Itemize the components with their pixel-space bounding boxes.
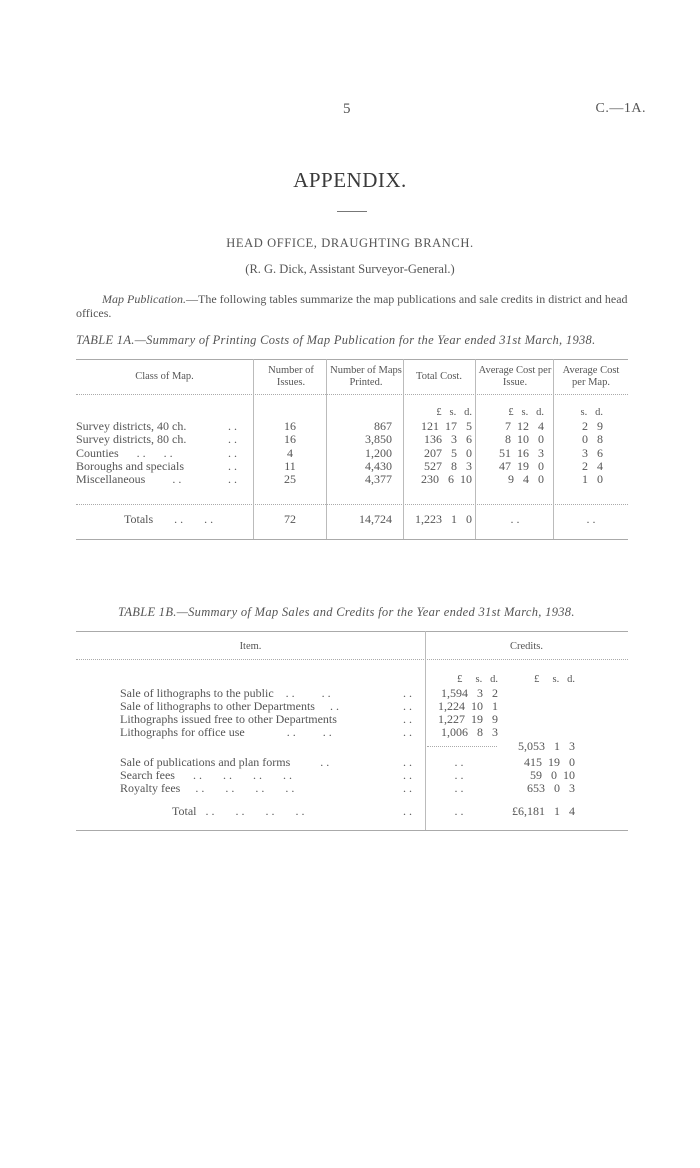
table-1b-col1: . .: [454, 781, 464, 795]
table-1b-item: Search fees . . . . . . . .: [120, 768, 292, 782]
table-1a-maps: 4,377: [365, 472, 392, 486]
table-1a-total-cost: 136 3 6: [424, 432, 472, 446]
table-1a-avg-map: 3 6: [582, 446, 603, 460]
table-1a-avg-issue: 7 12 4: [505, 419, 544, 433]
table-1b-item: Royalty fees . . . . . . . .: [120, 781, 295, 795]
table-1b-item: Sale of publications and plan forms . .: [120, 755, 330, 769]
table-1a-avg-map: 2 9: [582, 419, 603, 433]
table-1a-avg-map: 2 4: [582, 459, 603, 473]
intro-lead: Map Publication.: [102, 292, 186, 306]
table-1b-col1: 1,227 19 9: [438, 712, 498, 726]
table-1a-top-rule: [76, 359, 628, 360]
header-maps: Number of Maps Printed.: [330, 365, 402, 388]
table-1b-item: Lithographs issued free to other Departments: [120, 712, 337, 726]
table-1b-col2: 5,053 1 3: [518, 739, 575, 753]
table-1b-item: Sale of lithographs to the public . . . .: [120, 686, 331, 700]
table-1a-dots: . .: [222, 459, 237, 473]
table-1b-caption: [118, 605, 638, 620]
table-1a-label: TABLE 1A.: [76, 333, 135, 347]
table-1a-class: Miscellaneous . .: [76, 472, 182, 486]
totals-label: Totals . . . .: [124, 512, 214, 526]
table-1a-header-rule: [76, 394, 628, 395]
total-label: Total . . . . . . . .: [172, 804, 305, 818]
table-1a-issues: 4: [287, 446, 293, 460]
header-class: Class of Map.: [135, 371, 194, 382]
table-1a-divider: [553, 359, 554, 539]
totals-cost: 1,223 1 0: [415, 512, 472, 526]
title-rule: [337, 211, 367, 212]
table-1a-caption: [76, 333, 636, 348]
table-1a-total-cost: 230 6 10: [421, 472, 472, 486]
table-1a-class: Survey districts, 40 ch.: [76, 419, 187, 433]
header-avg-issue: Average Cost per Issue.: [478, 365, 552, 388]
table-1b-col1: 1,594 3 2: [441, 686, 498, 700]
table-1a-avg-map: 1 0: [582, 472, 603, 486]
table-1b-dots: . .: [403, 699, 412, 713]
header-issues: Number of Issues.: [268, 365, 314, 388]
total-dots: . .: [403, 804, 412, 818]
header-item: Item.: [239, 641, 262, 652]
document-reference: C.—1A.: [595, 101, 646, 116]
table-1a-avg-map: 0 8: [582, 432, 603, 446]
table-1a-maps: 4,430: [365, 459, 392, 473]
total-col2: £6,181 1 4: [512, 804, 575, 818]
table-1b-col1: . .: [454, 768, 464, 782]
table-1b-top-rule: [76, 631, 628, 632]
table-1b-dots: . .: [403, 686, 412, 700]
table-1b-subtotal-rule: [427, 746, 497, 747]
header-credits: Credits.: [510, 641, 543, 652]
table-1a-class: Counties . . . .: [76, 446, 173, 460]
table-1a-avg-issue: 8 10 0: [505, 432, 544, 446]
table-1b-col2: 59 0 10: [530, 768, 575, 782]
table-1b-item: Sale of lithographs to other Departments . .: [120, 699, 339, 713]
table-1a-dots: . .: [222, 472, 237, 486]
table-1a-issues: 11: [284, 459, 296, 473]
table-1b-dots: . .: [403, 768, 412, 782]
table-1a-issues: 16: [284, 432, 296, 446]
table-1b-dots: . .: [403, 725, 412, 739]
units-avg-map: s. d.: [580, 407, 603, 418]
units-avg-issue: £ s. d.: [508, 407, 544, 418]
page-number: 5: [343, 101, 351, 117]
intro-paragraph: [76, 292, 636, 320]
table-1a-divider: [475, 359, 476, 539]
table-1a-dots: . .: [222, 419, 237, 433]
totals-avg-issue: . .: [510, 512, 520, 526]
table-1a-avg-issue: 9 4 0: [508, 472, 544, 486]
table-1b-label: TABLE 1B.: [118, 605, 177, 619]
total-col1: . .: [454, 804, 464, 818]
table-1b-dots: . .: [403, 781, 412, 795]
table-1a-total-cost: 527 8 3: [424, 459, 472, 473]
totals-avg-map: . .: [586, 512, 596, 526]
table-1b-col1: 1,224 10 1: [438, 699, 498, 713]
table-1b-header-rule: [76, 659, 628, 660]
units-total: £ s. d.: [436, 407, 472, 418]
table-1b-item: Lithographs for office use . . . .: [120, 725, 332, 739]
table-1a-avg-issue: 51 16 3: [499, 446, 544, 460]
table-1a-dots: . .: [222, 432, 237, 446]
table-1a-caption-text: —Summary of Printing Costs of Map Publication for the Year ended 31st March, 1938.: [134, 333, 596, 347]
table-1a-maps: 1,200: [365, 446, 392, 460]
section-subheading: (R. G. Dick, Assistant Surveyor-General.): [245, 262, 455, 276]
header-total: Total Cost.: [416, 371, 462, 382]
page-title: APPENDIX.: [293, 168, 407, 192]
table-1a-maps: 867: [374, 419, 392, 433]
section-heading: HEAD OFFICE, DRAUGHTING BRANCH.: [226, 236, 474, 250]
table-1a-divider: [326, 359, 327, 539]
table-1a-bottom-rule: [76, 539, 628, 540]
table-1b-col1: . .: [454, 755, 464, 769]
table-1b-col2: 415 19 0: [524, 755, 575, 769]
table-1a-class: Survey districts, 80 ch.: [76, 432, 187, 446]
units-col2: £ s. d.: [534, 674, 575, 685]
table-1a-divider: [253, 359, 254, 539]
table-1b-caption-text: —Summary of Map Sales and Credits for the Year ended 31st March, 1938.: [176, 605, 575, 619]
header-avg-map: Average Cost per Map.: [562, 365, 620, 388]
table-1b-col2: 653 0 3: [527, 781, 575, 795]
totals-maps: 14,724: [359, 512, 392, 526]
table-1a-dots: . .: [222, 446, 237, 460]
table-1a-class: Boroughs and specials: [76, 459, 184, 473]
table-1a-total-cost: 207 5 0: [424, 446, 472, 460]
units-col1: £ s. d.: [457, 674, 498, 685]
table-1b-bottom-rule: [76, 830, 628, 831]
table-1b-dots: . .: [403, 712, 412, 726]
table-1a-maps: 3,850: [365, 432, 392, 446]
table-1b-dots: . .: [403, 755, 412, 769]
table-1a-avg-issue: 47 19 0: [499, 459, 544, 473]
table-1a-issues: 16: [284, 419, 296, 433]
table-1a-issues: 25: [284, 472, 296, 486]
table-1a-total-cost: 121 17 5: [421, 419, 472, 433]
table-1b-col1: 1,006 8 3: [441, 725, 498, 739]
intro-text: —The following tables summarize the map publications and sale credits in district and head offices.: [76, 292, 628, 320]
table-1a-totals-rule: [76, 504, 628, 505]
totals-issues: 72: [284, 512, 296, 526]
